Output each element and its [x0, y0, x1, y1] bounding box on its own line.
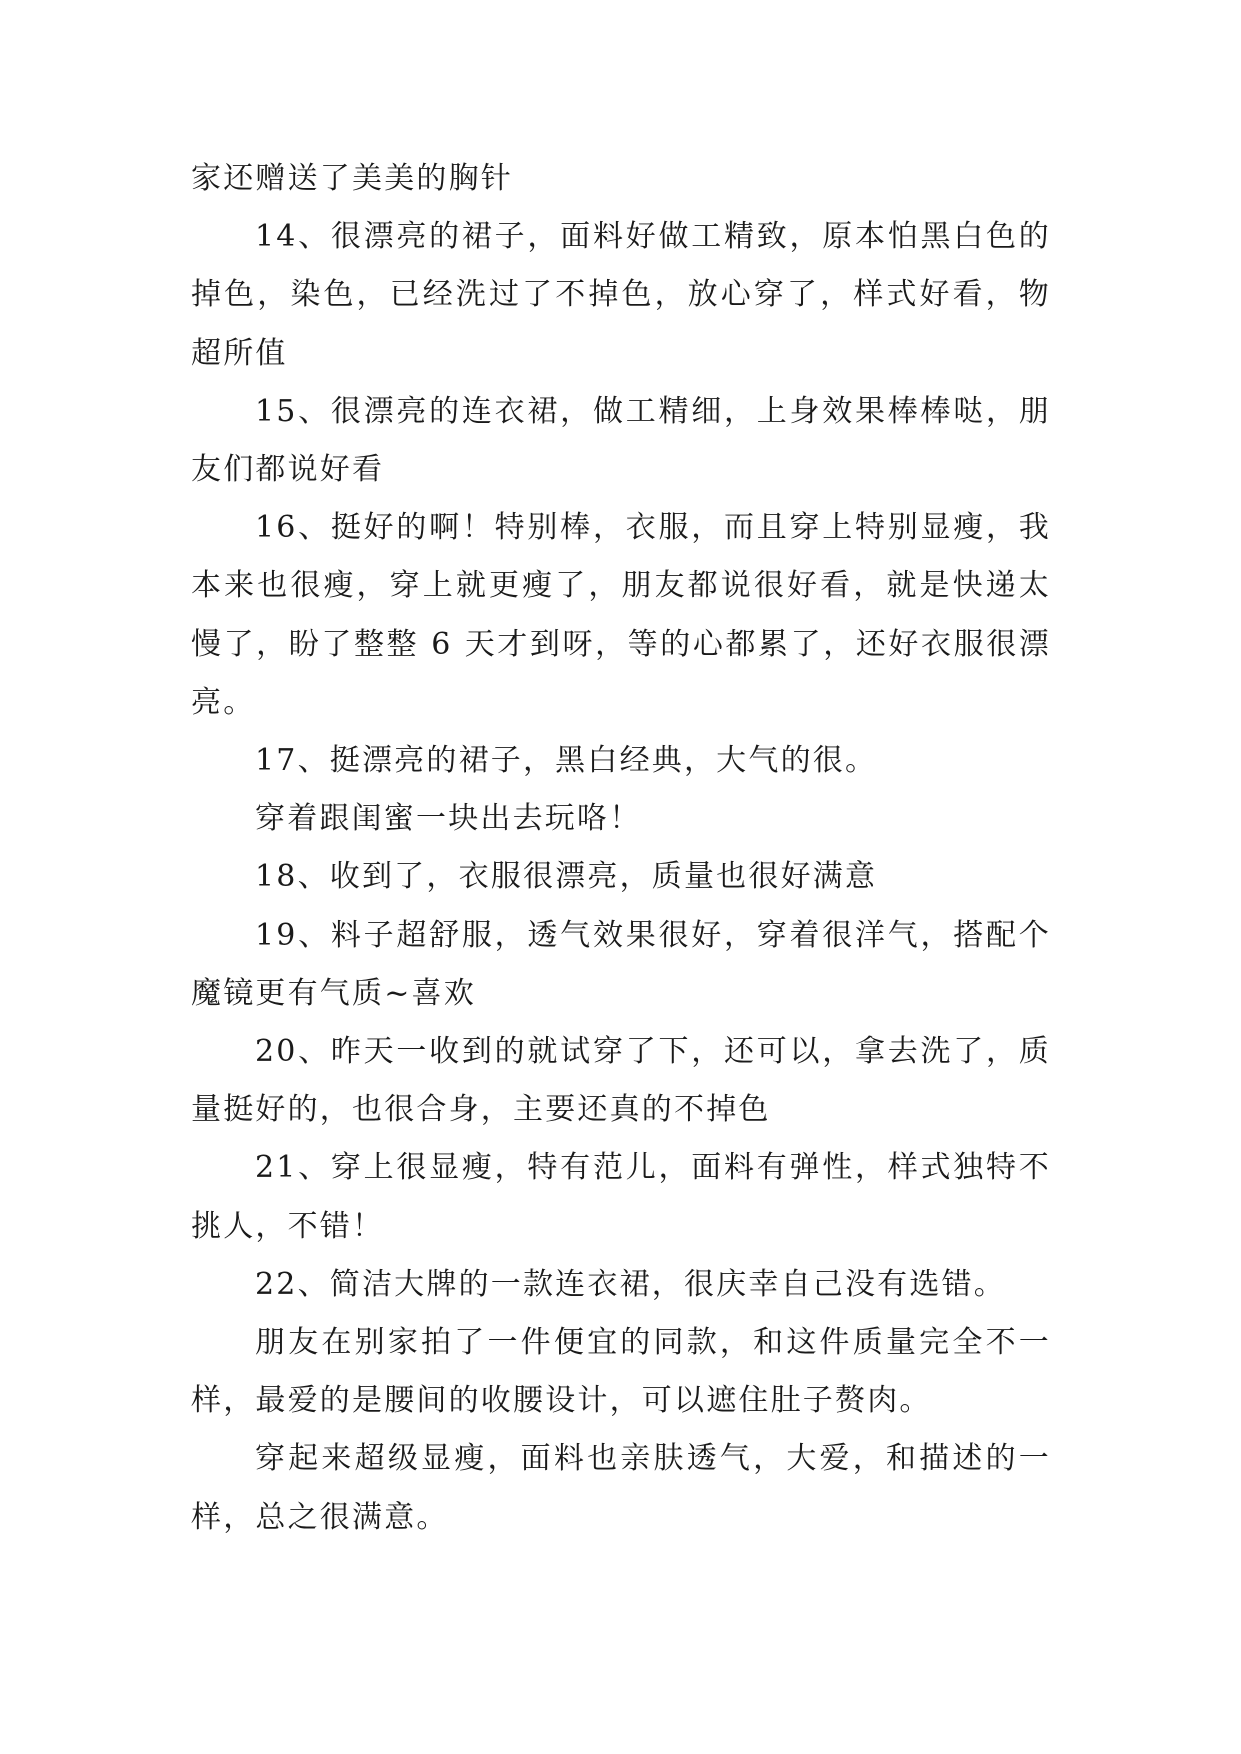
paragraph-review-22-cont-1: 朋友在别家拍了一件便宜的同款，和这件质量完全不一样，最爱的是腰间的收腰设计，可以遮住肚子赘肉。	[191, 1325, 1051, 1419]
paragraph-review-22: 22、简洁大牌的一款连衣裙，很庆幸自己没有选错。	[255, 1266, 1006, 1302]
paragraph-review-16: 16、挺好的啊！特别棒，衣服，而且穿上特别显瘦，我本来也很瘦，穿上就更瘦了，朋友都说很好看，就是快递太慢了，盼了整整 6 天才到呀，等的心都累了，还好衣服很漂亮。	[191, 510, 1051, 720]
paragraph-review-17-cont: 穿着跟闺蜜一块出去玩咯！	[255, 801, 642, 837]
document-page	[191, 150, 1051, 1547]
paragraph-review-22-cont-2: 穿起来超级显瘦，面料也亲肤透气，大爱，和描述的一样，总之很满意。	[191, 1441, 1051, 1535]
paragraph-review-19: 19、料子超舒服，透气效果很好，穿着很洋气，搭配个魔镜更有气质~喜欢	[191, 917, 1051, 1011]
paragraph-review-14: 14、很漂亮的裙子，面料好做工精致，原本怕黑白色的掉色，染色，已经洗过了不掉色，放心穿了，样式好看，物超所值	[191, 219, 1051, 371]
paragraph-review-20: 20、昨天一收到的就试穿了下，还可以，拿去洗了，质量挺好的，也很合身，主要还真的不掉色	[191, 1034, 1051, 1128]
paragraph-review-18: 18、收到了，衣服很漂亮，质量也很好满意	[255, 859, 878, 895]
paragraph-continuation: 家还赠送了美美的胸针	[191, 161, 513, 196]
paragraph-review-15: 15、很漂亮的连衣裙，做工精细，上身效果棒棒哒，朋友们都说好看	[191, 393, 1051, 488]
paragraph-review-17: 17、挺漂亮的裙子，黑白经典，大气的很。	[255, 743, 878, 779]
paragraph-review-21: 21、穿上很显瘦，特有范儿，面料有弹性，样式独特不挑人，不错！	[191, 1150, 1051, 1244]
